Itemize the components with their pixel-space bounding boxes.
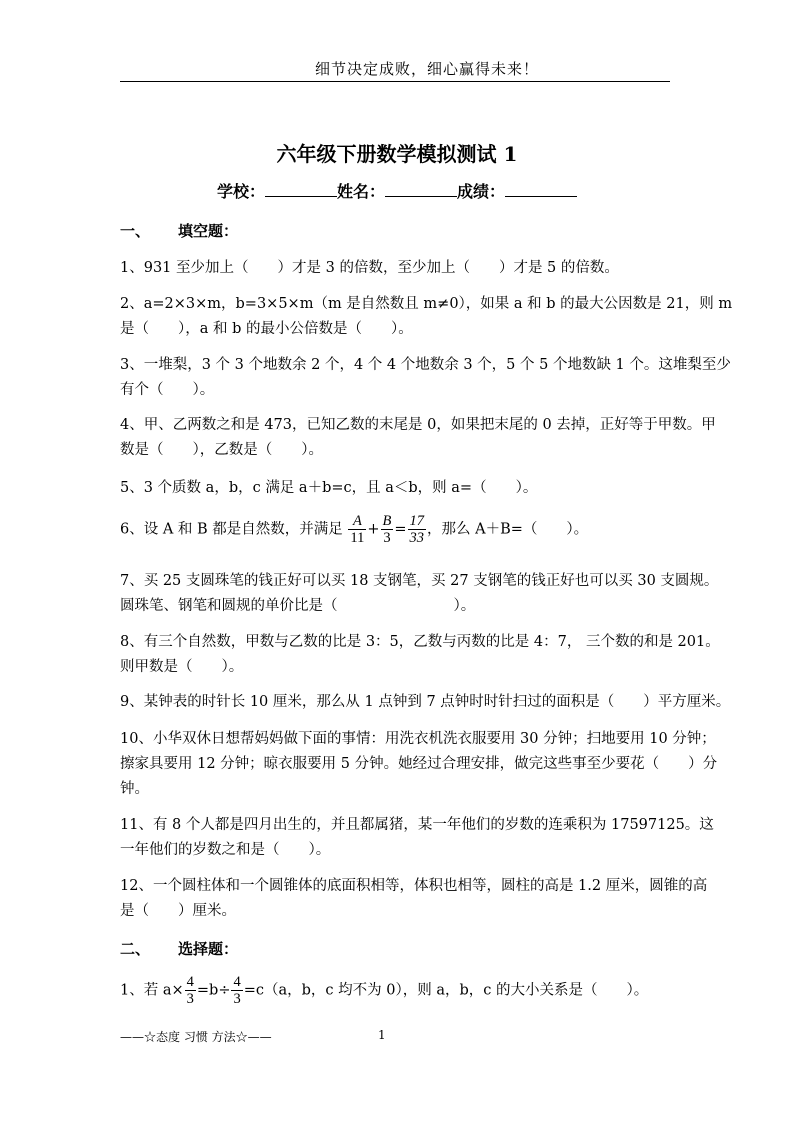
score-blank[interactable] [505, 182, 577, 197]
question-3-line-2: 有个（ ）。 [120, 382, 215, 398]
name-label: 姓名： [336, 182, 385, 201]
page-number: 1 [378, 1028, 386, 1042]
fraction-numerator: 4 [186, 974, 194, 990]
question-2-line-1: 2、a=2×3×m，b=3×5×m（m 是自然数且 m≠0），如果 a 和 b 的最大公因数是 21，则 m [120, 296, 733, 312]
fraction-numerator: 4 [233, 974, 241, 990]
question-9: 9、某钟表的时针长 10 厘米，那么从 1 点钟到 7 点钟时时针扫过的面积是（ ）平方厘米。 [120, 694, 731, 710]
footer-motto: ——☆态度 习惯 方法☆—— [120, 1030, 272, 1044]
student-info-line [0, 179, 794, 202]
fraction-denominator: 11 [350, 530, 365, 546]
fraction-4-over-3 [185, 974, 196, 1007]
fraction-denominator: 3 [383, 530, 391, 546]
question-7-line-1: 7、买 25 支圆珠笔的钱正好可以买 18 支钢笔，买 27 支钢笔的钱正好也可以买 30 支圆规。 [120, 573, 719, 589]
fraction-numerator: A [348, 513, 366, 530]
school-label: 学校： [216, 182, 265, 201]
equals-sign: = [394, 521, 407, 538]
question-4-line-2: 数是（ ），乙数是（ ）。 [120, 442, 323, 458]
fraction-denominator: 3 [186, 991, 194, 1007]
fraction-numerator: B [382, 513, 392, 529]
question-11-line-1: 11、有 8 个人都是四月出生的，并且都属猪，某一年他们的岁数的连乘积为 17597125。这 [120, 817, 714, 833]
fraction-b-over-3 [381, 513, 394, 546]
section-fill-blank-heading [120, 220, 238, 241]
question-11-line-2: 一年他们的岁数之和是（ ）。 [120, 842, 331, 858]
question-3-line-1: 3、一堆梨，3 个 3 个地数余 2 个，4 个 4 个地数余 3 个，5 个 5 个地数缺 1 个。这堆梨至少 [120, 357, 731, 373]
choice-1-suffix: =c（a，b，c 均不为 0），则 a，b，c 的大小关系是（ ）。 [243, 982, 649, 999]
fraction-a-over-11 [348, 513, 366, 546]
section-number: 二、 [120, 940, 151, 958]
page-title: 六年级下册数学模拟测试 1 [276, 142, 518, 166]
question-3 [120, 353, 731, 403]
name-blank[interactable] [385, 182, 457, 197]
question-4 [120, 413, 716, 463]
choice-1-prefix: 1、若 a× [120, 982, 184, 999]
section-label: 填空题： [178, 222, 239, 240]
question-6-prefix: 6、设 A 和 B 都是自然数，并满足 [120, 521, 343, 538]
question-6-suffix: ，那么 A＋B=（ ）。 [427, 521, 589, 538]
question-11 [120, 813, 714, 863]
school-blank[interactable] [265, 182, 337, 197]
question-2-line-2: 是（ ），a 和 b 的最小公倍数是（ ）。 [120, 321, 413, 337]
question-8-line-2: 则甲数是（ ）。 [120, 659, 244, 675]
question-10-line-2: 擦家具要用 12 分钟；晾衣服要用 5 分钟。她经过合理安排，做完这些事至少要花（ ）分 [120, 756, 718, 772]
choice-question-1 [120, 974, 648, 1007]
fraction-4-over-3 [231, 974, 242, 1007]
question-8 [120, 630, 720, 680]
question-7 [120, 569, 718, 619]
question-10-line-3: 钟。 [120, 781, 149, 797]
section-label: 选择题： [178, 940, 239, 958]
question-12-line-1: 12、一个圆柱体和一个圆锥体的底面积相等，体积也相等，圆柱的高是 1.2 厘米，圆锥的高 [120, 878, 708, 894]
question-10 [120, 727, 717, 802]
fraction-denominator: 33 [409, 530, 425, 546]
fraction-17-over-33 [408, 513, 427, 546]
question-4-line-1: 4、甲、乙两数之和是 473，已知乙数的末尾是 0，如果把末尾的 0 去掉，正好等于甲数。甲 [120, 417, 716, 433]
question-6 [120, 513, 588, 546]
plus-sign: + [367, 521, 380, 538]
question-12 [120, 874, 707, 924]
header-motto: 细节决定成败，细心赢得未来！ [314, 60, 539, 78]
section-multiple-choice-heading [120, 938, 238, 959]
fraction-numerator: 17 [409, 513, 425, 529]
choice-1-middle: =b÷ [196, 982, 231, 999]
question-10-line-1: 10、小华双休日想帮妈妈做下面的事情：用洗衣机洗衣服要用 30 分钟；扫地要用 10 分钟； [120, 731, 716, 747]
question-12-line-2: 是（ ）厘米。 [120, 903, 236, 919]
question-8-line-1: 8、有三个自然数，甲数与乙数的比是 3：5，乙数与丙数的比是 4：7， 三个数的和是 201。 [120, 634, 720, 650]
question-2 [120, 292, 732, 342]
question-1: 1、931 至少加上（ ）才是 3 的倍数，至少加上（ ）才是 5 的倍数。 [120, 260, 619, 276]
question-7-line-2: 圆珠笔、钢笔和圆规的单价比是（ ）。 [120, 598, 476, 614]
fraction-denominator: 3 [233, 991, 241, 1007]
section-number: 一、 [120, 222, 151, 240]
question-5: 5、3 个质数 a，b，c 满足 a＋b=c，且 a＜b，则 a=（ ）。 [120, 480, 538, 496]
header-divider [120, 81, 670, 82]
score-label: 成绩： [457, 182, 506, 201]
